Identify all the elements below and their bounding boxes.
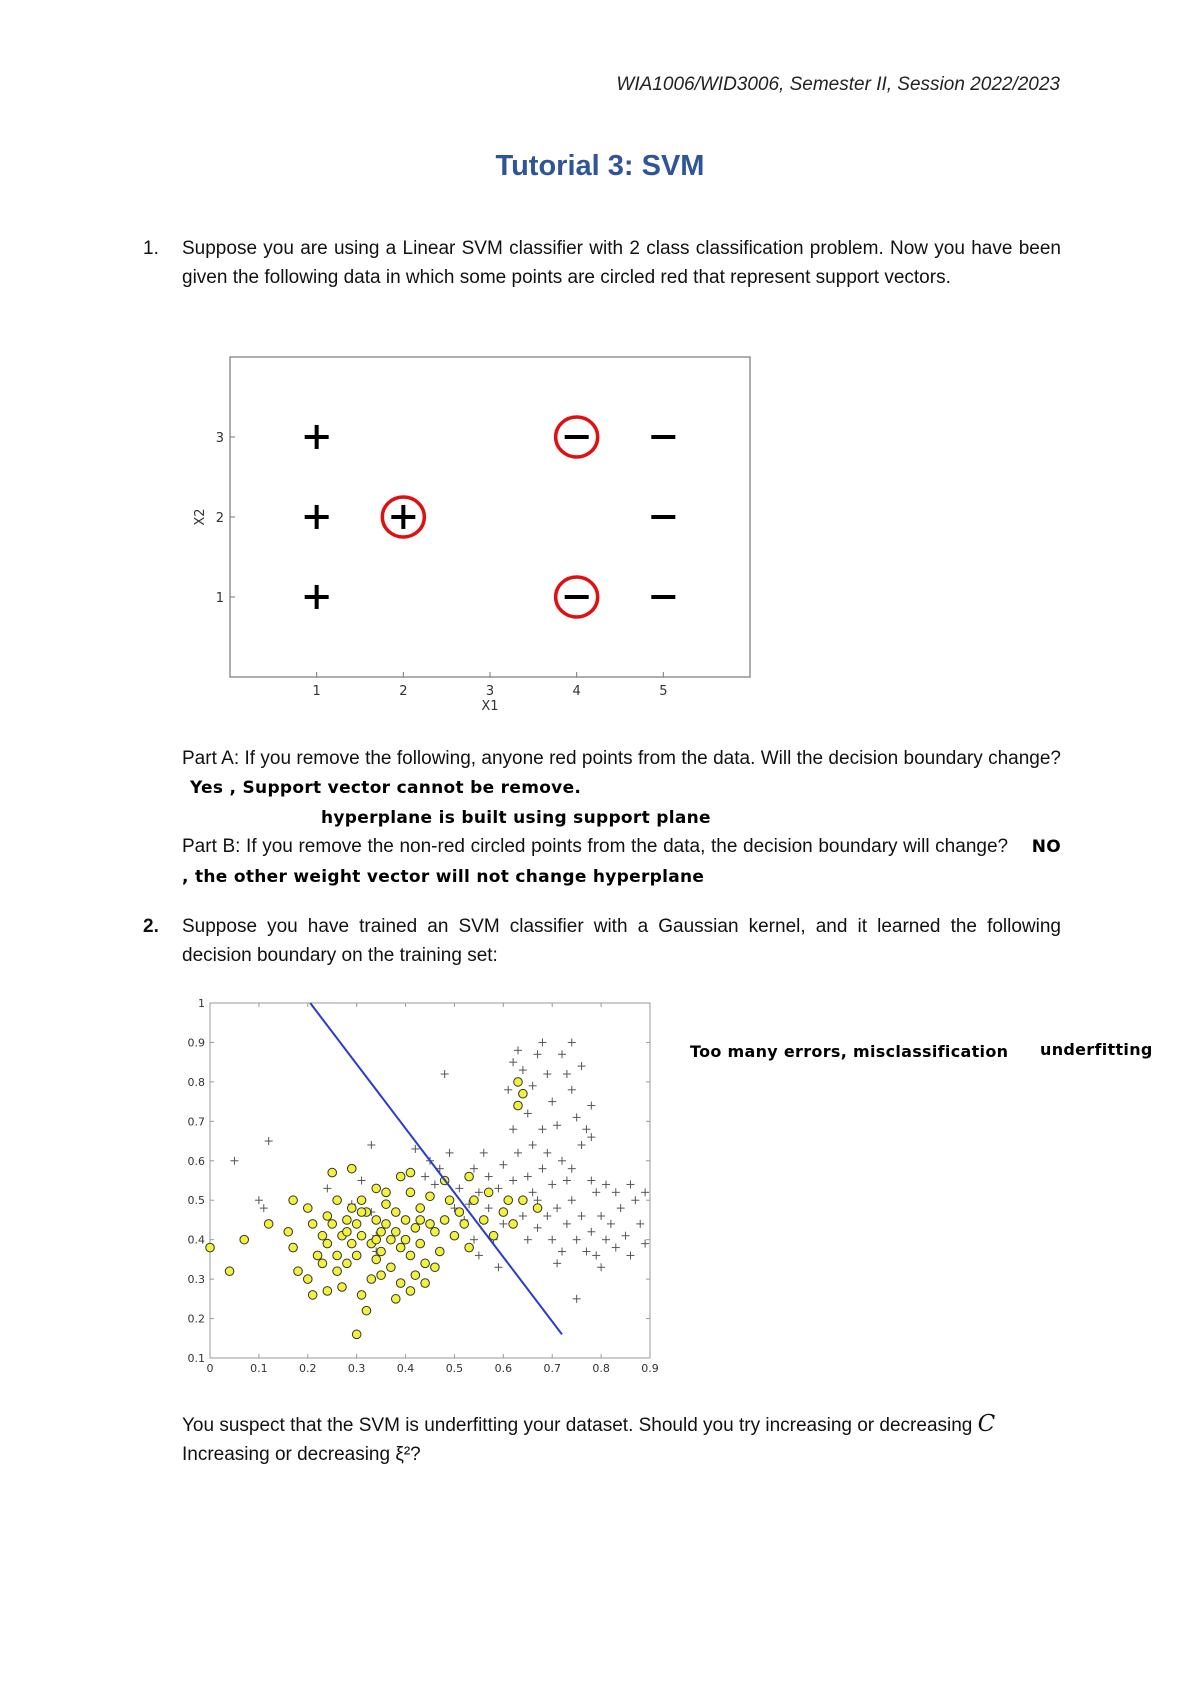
negative-point [347,1204,356,1213]
negative-point [416,1239,425,1248]
negative-point [406,1287,415,1296]
x-tick-label: 0.5 [445,1362,464,1375]
negative-point [396,1279,405,1288]
negative-point [509,1220,518,1229]
x-tick-label: 1 [312,684,321,699]
question-1 [143,234,1061,324]
negative-point [484,1188,493,1197]
x-tick-label: 5 [659,684,668,699]
negative-point [323,1287,332,1296]
y-tick-label: 0.6 [187,1154,205,1168]
negative-point [357,1196,366,1205]
x-tick-label: 0.3 [347,1362,366,1375]
negative-point [470,1196,479,1205]
negative-point [372,1235,381,1244]
negative-point [362,1306,371,1315]
question-2-text: Suppose you have trained an SVM classifier with a Gaussian kernel, and it learned the following decision boundary on the training set: [182,916,1061,966]
negative-point [406,1188,415,1197]
negative-point [338,1283,347,1292]
negative-point [289,1243,298,1252]
prompt-line-2: Increasing or decreasing ξ²? [182,1444,421,1465]
negative-point [240,1235,249,1244]
negative-point [411,1271,420,1280]
negative-point [382,1200,391,1209]
gaussian-kernel-boundary-plot [180,995,670,1380]
part-a-answer-1: Yes , Support vector cannot be remove. [190,778,582,798]
negative-point [435,1247,444,1256]
y-tick-label: 0.1 [187,1352,205,1365]
part-b-answer: NO , the other weight vector will not change hyperplane [182,837,1061,887]
negative-point [333,1251,342,1260]
negative-point [416,1204,425,1213]
negative-point [391,1227,400,1236]
negative-point [318,1259,327,1268]
negative-point [333,1267,342,1276]
part-b-question: Part B: If you remove the non-red circled points from the data, the decision boundary will change? [182,836,1009,857]
handwritten-note-errors: Too many errors, misclassification [690,1042,1009,1061]
x-tick-label: 0.8 [592,1362,610,1375]
negative-point [206,1243,215,1252]
negative-point [391,1295,400,1304]
negative-point [323,1239,332,1248]
question-1-parts [143,744,1061,924]
negative-point [347,1239,356,1248]
x-tick-label: 0.6 [494,1362,513,1375]
negative-point [357,1291,366,1300]
negative-point [411,1224,420,1233]
x-tick-label: 0 [206,1362,214,1375]
x-tick-label: 0.1 [250,1362,268,1375]
y-tick-label: 0.9 [187,1036,205,1050]
prompt-line-1: You suspect that the SVM is underfitting your dataset. Should you try increasing or decreasing [182,1415,973,1436]
negative-point [519,1196,528,1205]
x-tick-label: 3 [485,684,495,699]
negative-point [372,1255,381,1264]
question-2-prompt [143,1410,1061,1480]
y-tick-label: 0.3 [187,1273,205,1287]
negative-point [426,1192,435,1201]
negative-point [377,1227,386,1236]
negative-point [352,1220,361,1229]
negative-point [499,1208,508,1217]
c-symbol: C [977,1411,996,1437]
negative-point [377,1247,386,1256]
y-tick-label: 0.7 [187,1115,205,1129]
negative-point [445,1196,454,1205]
negative-point [352,1251,361,1260]
negative-point [343,1216,352,1225]
negative-point [387,1235,396,1244]
negative-point [440,1216,449,1225]
y-tick-label: 0.5 [187,1194,205,1208]
negative-point [406,1168,415,1177]
negative-point [303,1275,312,1284]
x-tick-label: 0.4 [396,1362,415,1375]
negative-point [289,1196,298,1205]
negative-point [303,1204,312,1213]
x-tick-label: 4 [572,684,581,699]
negative-point [421,1259,430,1268]
x-tick-label: 2 [399,684,408,699]
negative-point [460,1220,469,1229]
x-tick-label: 0.2 [299,1362,317,1375]
part-a [182,744,1061,803]
negative-point [333,1196,342,1205]
question-1-text: Suppose you are using a Linear SVM classifier with 2 class classification problem. Now you have been given the following data in which some points are circled red that represent support vectors. [182,238,1061,288]
y-tick-label: 0.8 [187,1075,205,1089]
y-tick-label: 0.2 [187,1312,205,1326]
y-tick-label: 2 [215,511,224,526]
negative-point [514,1101,523,1110]
part-b [182,832,1061,892]
negative-point [387,1263,396,1272]
negative-point [401,1235,410,1244]
negative-point [357,1208,366,1217]
support-vector-plot [178,350,768,730]
negative-point [225,1267,234,1276]
negative-point [514,1078,523,1087]
negative-point [519,1089,528,1098]
negative-point [391,1208,400,1217]
negative-point [426,1220,435,1229]
negative-point [465,1243,474,1252]
negative-point [450,1231,459,1240]
negative-point [308,1291,317,1300]
handwritten-note-underfitting: underfitting [1040,1040,1153,1059]
negative-point [328,1168,337,1177]
negative-point [343,1259,352,1268]
plot-frame [210,1003,650,1358]
negative-point [401,1216,410,1225]
x-tick-label: 0.9 [641,1362,659,1375]
negative-point [318,1231,327,1240]
negative-point [313,1251,322,1260]
y-tick-label: 1 [198,997,205,1010]
x-axis-label: X1 [481,699,499,714]
page-header: WIA1006/WID3006, Semester II, Session 2022/2023 [616,74,1060,95]
negative-point [343,1227,352,1236]
question-2-prompt-text [182,1410,1061,1469]
negative-point [372,1216,381,1225]
negative-point [504,1196,513,1205]
y-tick-label: 1 [215,591,224,606]
negative-point [416,1216,425,1225]
negative-point [396,1172,405,1181]
negative-point [377,1271,386,1280]
question-2 [143,912,1061,972]
negative-point [382,1220,391,1229]
negative-point [533,1204,542,1213]
negative-point [465,1172,474,1181]
y-tick-label: 0.4 [187,1233,205,1247]
part-a-answer-2: hyperplane is built using support plane [321,808,711,828]
page-title: Tutorial 3: SVM [495,150,705,182]
part-a-question: Part A: If you remove the following, anyone red points from the data. Will the decision boundary change? [182,748,1061,769]
negative-point [357,1231,366,1240]
negative-point [347,1164,356,1173]
negative-point [421,1279,430,1288]
negative-point [284,1227,293,1236]
negative-point [431,1227,440,1236]
negative-point [352,1330,361,1339]
y-tick-label: 3 [215,431,224,446]
y-axis-label: X2 [193,508,208,526]
negative-point [396,1243,405,1252]
negative-point [479,1216,488,1225]
negative-point [367,1275,376,1284]
negative-point [308,1220,317,1229]
x-tick-label: 0.7 [543,1362,561,1375]
negative-point [372,1184,381,1193]
negative-point [264,1220,273,1229]
negative-point [431,1263,440,1272]
negative-point [294,1267,303,1276]
question-2-number: 2. [143,916,159,937]
negative-point [455,1208,464,1217]
negative-point [328,1220,337,1229]
question-1-number: 1. [143,238,159,259]
negative-point [406,1251,415,1260]
negative-point [323,1212,332,1221]
negative-point [382,1188,391,1197]
